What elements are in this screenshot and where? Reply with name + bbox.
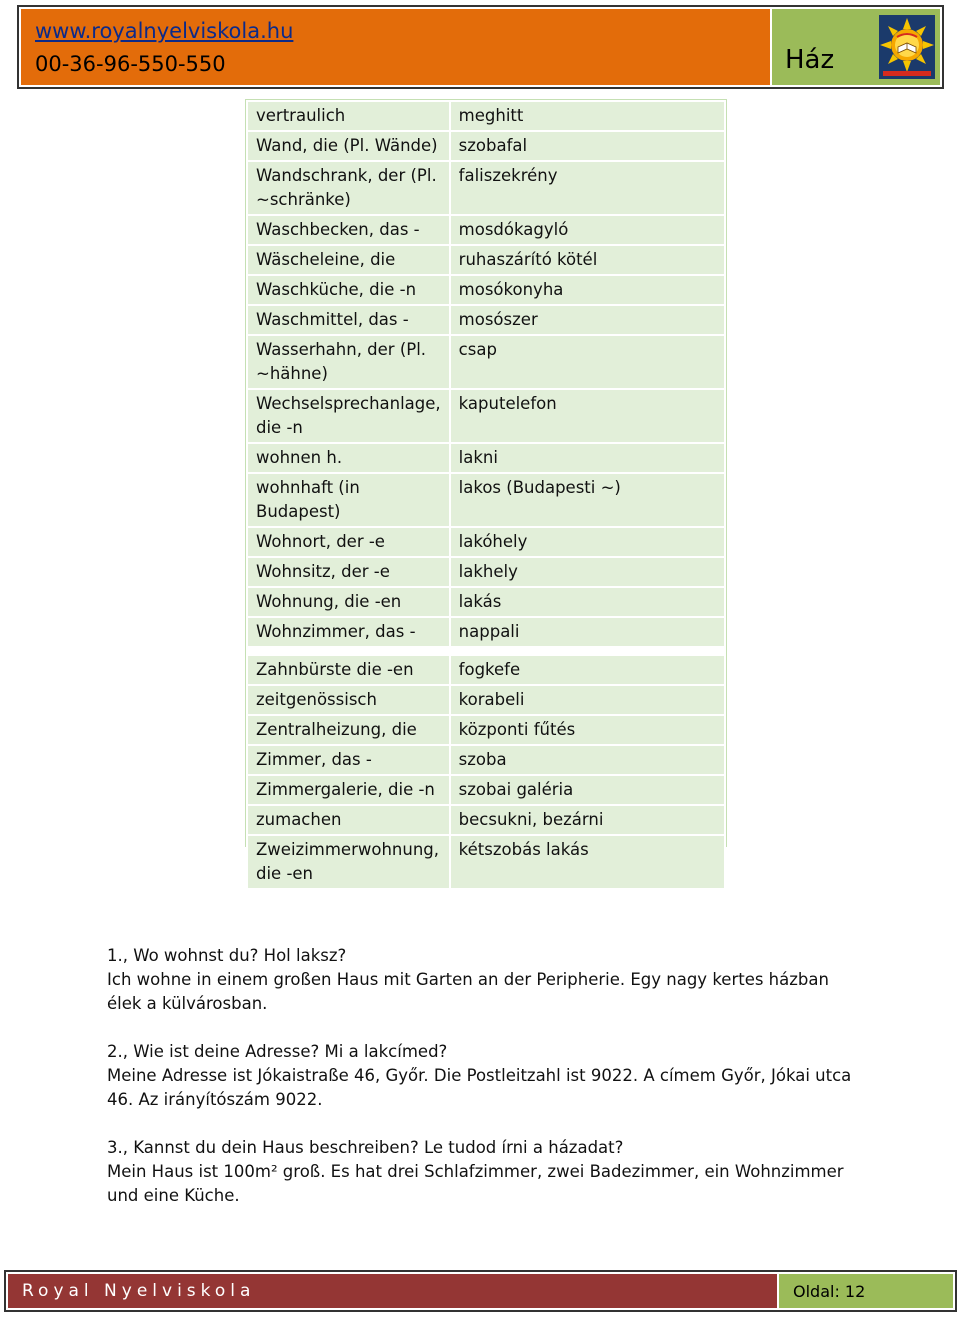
vocab-row bbox=[247, 775, 725, 805]
vocab-row bbox=[247, 655, 725, 685]
site-url-link[interactable]: www.royalnyelviskola.hu bbox=[35, 19, 294, 43]
vocab-german: Wohnung, die -en bbox=[247, 587, 450, 617]
vocab-row bbox=[247, 745, 725, 775]
vocab-hungarian: lakos (Budapesti ~) bbox=[450, 473, 725, 527]
vocab-row bbox=[247, 101, 725, 131]
vocab-hungarian: faliszekrény bbox=[450, 161, 725, 215]
vocab-german: Waschküche, die -n bbox=[247, 275, 450, 305]
vocab-row bbox=[247, 473, 725, 527]
vocab-german: Wohnzimmer, das - bbox=[247, 617, 450, 647]
vocab-hungarian: kaputelefon bbox=[450, 389, 725, 443]
vocab-hungarian: mosókonyha bbox=[450, 275, 725, 305]
footer-brand-name: Royal Nyelviskola bbox=[22, 1281, 256, 1301]
vocab-german: zumachen bbox=[247, 805, 450, 835]
footer-page-band bbox=[779, 1274, 953, 1308]
vocab-german: wohnen h. bbox=[247, 443, 450, 473]
sun-book-logo-icon bbox=[879, 15, 935, 79]
vocabulary-table bbox=[246, 100, 726, 890]
vocab-hungarian: mosdókagyló bbox=[450, 215, 725, 245]
vocab-german: vertraulich bbox=[247, 101, 450, 131]
vocab-row bbox=[247, 805, 725, 835]
vocab-hungarian: ruhaszárító kötél bbox=[450, 245, 725, 275]
vocab-row bbox=[247, 245, 725, 275]
dialogue-section bbox=[107, 944, 852, 1232]
vocab-german: Zentralheizung, die bbox=[247, 715, 450, 745]
vocab-row bbox=[247, 215, 725, 245]
vocab-german: wohnhaft (in Budapest) bbox=[247, 473, 450, 527]
vocab-row bbox=[247, 131, 725, 161]
vocab-hungarian: lakóhely bbox=[450, 527, 725, 557]
vocab-german: Wandschrank, der (Pl. ~schränke) bbox=[247, 161, 450, 215]
vocab-hungarian: központi fűtés bbox=[450, 715, 725, 745]
vocab-german: Wohnsitz, der -e bbox=[247, 557, 450, 587]
vocab-row bbox=[247, 389, 725, 443]
footer-brand-band bbox=[8, 1274, 777, 1308]
vocab-german: Wand, die (Pl. Wände) bbox=[247, 131, 450, 161]
vocab-row bbox=[247, 617, 725, 647]
dialogue-item bbox=[107, 1136, 852, 1208]
vocab-german: Zimmergalerie, die -n bbox=[247, 775, 450, 805]
vocab-german: Waschbecken, das - bbox=[247, 215, 450, 245]
vocab-row bbox=[247, 715, 725, 745]
dialogue-item bbox=[107, 944, 852, 1016]
vocab-row bbox=[247, 685, 725, 715]
dialogue-answer: Ich wohne in einem großen Haus mit Garten an der Peripherie. Egy nagy kertes házban élek a külvárosban. bbox=[107, 970, 829, 1013]
header-title-band bbox=[772, 9, 940, 85]
vocab-hungarian: korabeli bbox=[450, 685, 725, 715]
vocab-hungarian: mosószer bbox=[450, 305, 725, 335]
vocab-hungarian: szobafal bbox=[450, 131, 725, 161]
vocab-row bbox=[247, 275, 725, 305]
vocab-german: Zimmer, das - bbox=[247, 745, 450, 775]
vocab-german: zeitgenössisch bbox=[247, 685, 450, 715]
vocab-hungarian: nappali bbox=[450, 617, 725, 647]
dialogue-item bbox=[107, 1040, 852, 1112]
vocab-hungarian: lakhely bbox=[450, 557, 725, 587]
phone-number: 00-36-96-550-550 bbox=[35, 52, 226, 76]
vocab-hungarian: kétszobás lakás bbox=[450, 835, 725, 889]
vocab-row bbox=[247, 557, 725, 587]
vocab-row bbox=[247, 161, 725, 215]
vocab-hungarian: lakás bbox=[450, 587, 725, 617]
vocab-hungarian: csap bbox=[450, 335, 725, 389]
header-contact-band bbox=[21, 9, 770, 85]
vocab-hungarian: becsukni, bezárni bbox=[450, 805, 725, 835]
vocab-german: Wohnort, der -e bbox=[247, 527, 450, 557]
vocab-hungarian: meghitt bbox=[450, 101, 725, 131]
vocab-row bbox=[247, 335, 725, 389]
vocab-row bbox=[247, 305, 725, 335]
vocab-german: Wasserhahn, der (Pl. ~hähne) bbox=[247, 335, 450, 389]
page-title: Ház bbox=[785, 45, 835, 75]
vocab-row bbox=[247, 527, 725, 557]
page-number: Oldal: 12 bbox=[793, 1282, 866, 1301]
vocab-german: Wäscheleine, die bbox=[247, 245, 450, 275]
vocab-hungarian: szobai galéria bbox=[450, 775, 725, 805]
dialogue-question: 2., Wie ist deine Adresse? Mi a lakcímed? bbox=[107, 1042, 448, 1061]
dialogue-question: 1., Wo wohnst du? Hol laksz? bbox=[107, 946, 347, 965]
vocab-german: Zahnbürste die -en bbox=[247, 655, 450, 685]
dialogue-question: 3., Kannst du dein Haus beschreiben? Le tudod írni a házadat? bbox=[107, 1138, 624, 1157]
vocab-row bbox=[247, 443, 725, 473]
dialogue-answer: Meine Adresse ist Jókaistraße 46, Győr. Die Postleitzahl ist 9022. A címem Győr, Jókai utca 46. Az irányítószám 9022. bbox=[107, 1066, 852, 1109]
vocab-row bbox=[247, 587, 725, 617]
vocab-german: Waschmittel, das - bbox=[247, 305, 450, 335]
dialogue-answer: Mein Haus ist 100m² groß. Es hat drei Schlafzimmer, zwei Badezimmer, ein Wohnzimmer und eine Küche. bbox=[107, 1162, 844, 1205]
vocab-hungarian: fogkefe bbox=[450, 655, 725, 685]
vocab-hungarian: lakni bbox=[450, 443, 725, 473]
vocab-row bbox=[247, 835, 725, 889]
page-header bbox=[17, 5, 944, 89]
page-footer bbox=[4, 1270, 957, 1312]
vocab-german: Wechselsprechanlage, die -n bbox=[247, 389, 450, 443]
vocab-german: Zweizimmerwohnung, die -en bbox=[247, 835, 450, 889]
vocab-section-gap bbox=[247, 647, 725, 655]
vocab-hungarian: szoba bbox=[450, 745, 725, 775]
